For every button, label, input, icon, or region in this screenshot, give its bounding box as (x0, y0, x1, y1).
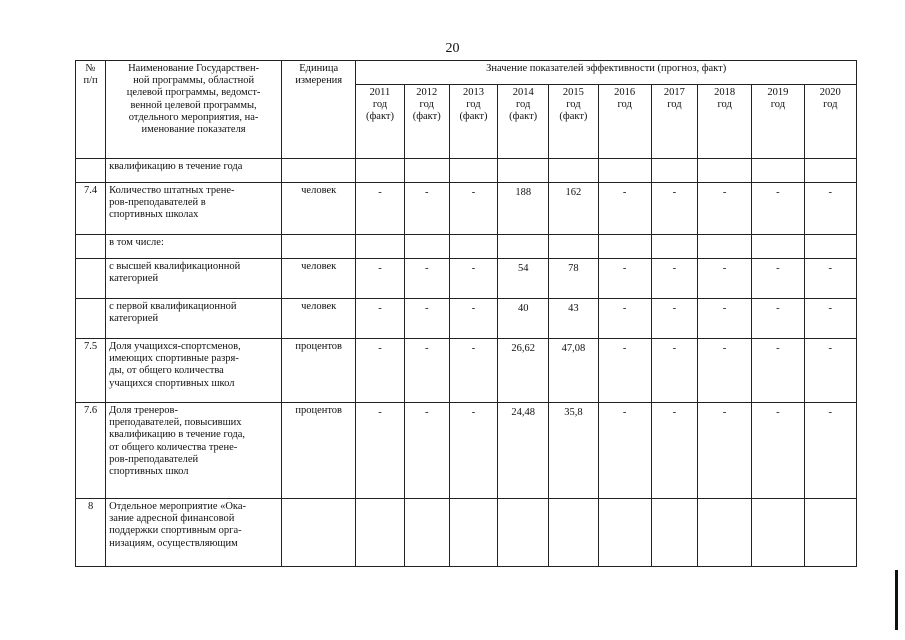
indicator-name: Доля тренеров- преподавателей, повысивших квалификацию в течение года, от общего количества трене- ров-преподавателей спортивных школ (106, 403, 282, 499)
value-cell: - (752, 259, 804, 299)
value-cell (449, 499, 497, 567)
header-values-title: Значение показателей эффективности (прогноз, факт) (356, 61, 857, 85)
header-year: 2011 год (факт) (356, 85, 404, 159)
value-cell (752, 499, 804, 567)
value-cell: 47,08 (549, 339, 598, 403)
value-cell: - (449, 299, 497, 339)
value-cell (804, 499, 856, 567)
indicator-name: с первой квалификационной категорией (106, 299, 282, 339)
row-number (76, 259, 106, 299)
row-number (76, 299, 106, 339)
value-cell: 24,48 (498, 403, 549, 499)
unit-cell (282, 235, 356, 259)
table-row (76, 499, 857, 567)
value-cell: - (804, 403, 856, 499)
value-cell: - (598, 259, 651, 299)
value-cell: 35,8 (549, 403, 598, 499)
value-cell: 54 (498, 259, 549, 299)
value-cell: - (651, 299, 697, 339)
value-cell: - (404, 259, 449, 299)
value-cell (698, 159, 752, 183)
value-cell: - (752, 183, 804, 235)
value-cell: - (651, 183, 697, 235)
value-cell (598, 499, 651, 567)
indicator-name: квалификацию в течение года (106, 159, 282, 183)
indicator-name: в том числе: (106, 235, 282, 259)
header-year: 2015 год (факт) (549, 85, 598, 159)
value-cell (752, 159, 804, 183)
value-cell (651, 499, 697, 567)
value-cell: - (598, 403, 651, 499)
indicator-name: Количество штатных трене- ров-преподавателей в спортивных школах (106, 183, 282, 235)
value-cell (498, 499, 549, 567)
value-cell: - (698, 403, 752, 499)
value-cell (598, 159, 651, 183)
value-cell: - (449, 183, 497, 235)
row-number (76, 159, 106, 183)
value-cell: - (698, 183, 752, 235)
header-year: 2020 год (804, 85, 856, 159)
value-cell (356, 499, 404, 567)
header-year: 2019 год (752, 85, 804, 159)
table-row (76, 159, 857, 183)
indicator-name: Отдельное мероприятие «Ока- зание адресной финансовой поддержки спортивным орга- низациям, осуществляющим (106, 499, 282, 567)
value-cell: - (598, 183, 651, 235)
value-cell (404, 235, 449, 259)
value-cell (651, 235, 697, 259)
value-cell: 162 (549, 183, 598, 235)
value-cell: - (404, 403, 449, 499)
value-cell: - (404, 339, 449, 403)
table-row (76, 299, 857, 339)
value-cell (449, 235, 497, 259)
value-cell: - (449, 339, 497, 403)
value-cell: - (449, 403, 497, 499)
table-row (76, 403, 857, 499)
table-row (76, 183, 857, 235)
indicator-name: Доля учащихся-спортсменов, имеющих спортивные разря- ды, от общего количества учащихся спортивных школ (106, 339, 282, 403)
value-cell (651, 159, 697, 183)
value-cell: - (356, 339, 404, 403)
value-cell: - (804, 299, 856, 339)
header-year: 2017 год (651, 85, 697, 159)
value-cell (598, 235, 651, 259)
value-cell: - (598, 339, 651, 403)
value-cell: - (651, 403, 697, 499)
table-row (76, 235, 857, 259)
value-cell (404, 499, 449, 567)
header-name: Наименование Государствен- ной программы, областной целевой программы, ведомст- венной целевой программы, отдельного мероприятия, на- именование показателя (106, 61, 282, 159)
value-cell: - (698, 339, 752, 403)
indicators-table (75, 60, 857, 567)
value-cell (549, 235, 598, 259)
value-cell: - (598, 299, 651, 339)
value-cell: - (356, 259, 404, 299)
value-cell: 43 (549, 299, 598, 339)
value-cell: - (804, 183, 856, 235)
row-number: 7.5 (76, 339, 106, 403)
value-cell: - (651, 339, 697, 403)
header-year: 2018 год (698, 85, 752, 159)
header-num: № п/п (76, 61, 106, 159)
value-cell: - (404, 183, 449, 235)
value-cell: 78 (549, 259, 598, 299)
value-cell: - (752, 403, 804, 499)
value-cell (356, 235, 404, 259)
value-cell: - (804, 259, 856, 299)
header-year: 2014 год (факт) (498, 85, 549, 159)
value-cell: - (698, 259, 752, 299)
header-year: 2016 год (598, 85, 651, 159)
header-year: 2012 год (факт) (404, 85, 449, 159)
value-cell: 26,62 (498, 339, 549, 403)
unit-cell: процентов (282, 403, 356, 499)
page-number: 20 (445, 41, 460, 56)
value-cell: - (651, 259, 697, 299)
unit-cell: процентов (282, 339, 356, 403)
table-row (76, 259, 857, 299)
value-cell: 40 (498, 299, 549, 339)
value-cell (356, 159, 404, 183)
value-cell: - (752, 299, 804, 339)
value-cell: - (356, 299, 404, 339)
unit-cell: человек (282, 299, 356, 339)
value-cell: 188 (498, 183, 549, 235)
header-year: 2013 год (факт) (449, 85, 497, 159)
value-cell (498, 159, 549, 183)
value-cell (698, 235, 752, 259)
value-cell (698, 499, 752, 567)
value-cell: - (356, 403, 404, 499)
value-cell (549, 159, 598, 183)
value-cell (404, 159, 449, 183)
header-unit: Единица измерения (282, 61, 356, 159)
row-number (76, 235, 106, 259)
value-cell: - (356, 183, 404, 235)
unit-cell: человек (282, 183, 356, 235)
value-cell (752, 235, 804, 259)
unit-cell: человек (282, 259, 356, 299)
value-cell: - (449, 259, 497, 299)
value-cell (804, 235, 856, 259)
value-cell: - (698, 299, 752, 339)
value-cell: - (404, 299, 449, 339)
value-cell: - (752, 339, 804, 403)
value-cell: - (804, 339, 856, 403)
row-number: 8 (76, 499, 106, 567)
indicator-name: с высшей квалификационной категорией (106, 259, 282, 299)
unit-cell (282, 159, 356, 183)
table-row (76, 339, 857, 403)
unit-cell (282, 499, 356, 567)
row-number: 7.6 (76, 403, 106, 499)
value-cell (449, 159, 497, 183)
scan-edge-mark (895, 570, 898, 630)
row-number: 7.4 (76, 183, 106, 235)
value-cell (498, 235, 549, 259)
value-cell (549, 499, 598, 567)
value-cell (804, 159, 856, 183)
